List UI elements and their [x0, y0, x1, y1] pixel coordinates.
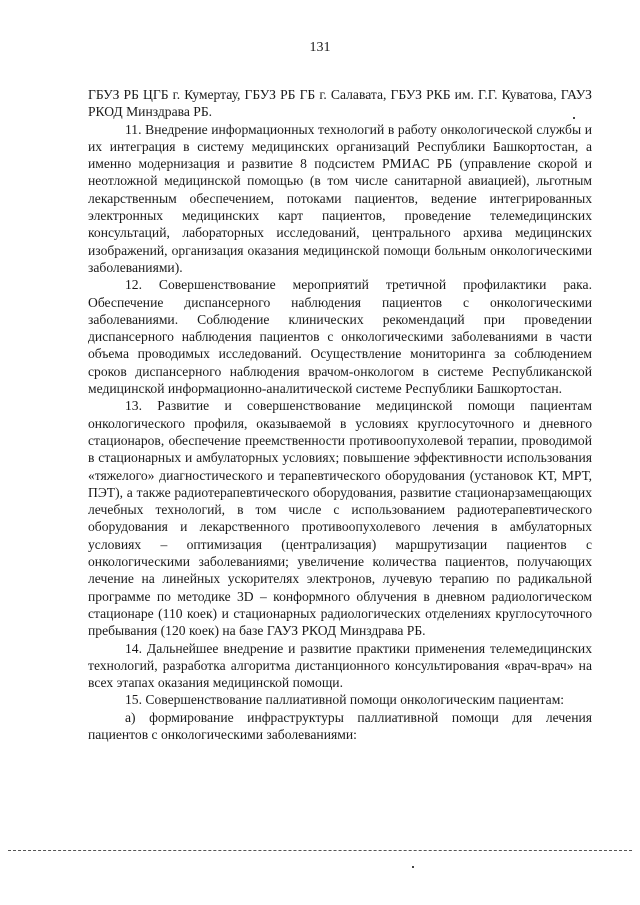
paragraph-item-11: 11. Внедрение информационных технологий в работу онкологической службы и их интеграция в систему медицинских организаций Республики Башкортостан, а именно модернизация и развитие 8 подсистем РМИАС РБ (управление скорой и неотложной медицинской помощью (в том числе санитарной авиацией), льготным лекарственным обеспечением, потоками пациентов, ведение интегрированных электронных медицинских карт пациентов, проведение телемедицинских консультаций, лабораторных исследований, центрального архива медицинских изображений, организация оказания медицинской помощи больным онкологическими заболеваниями).: [88, 121, 592, 275]
paragraph-item-15a: а) формирование инфраструктуры паллиативной помощи для лечения пациентов с онкологическими заболеваниями:: [88, 709, 592, 742]
paragraph-item-12: 12. Совершенствование мероприятий третичной профилактики рака. Обеспечение диспансерного наблюдения пациентов с онкологическими заболеваниями. Соблюдение клинических рекомендаций при проведении диспансерного наблюдения пациентов с онкологическими заболеваниями в части объема проводимых исследований. Осуществление мониторинга за соблюдением сроков диспансерного наблюдения врачом-онкологом в системе Республиканской медицинской информационно-аналитической системе Республики Башкортостан.: [88, 277, 592, 397]
paragraph-continuation: ГБУЗ РБ ЦГБ г. Кумертау, ГБУЗ РБ ГБ г. Салавата, ГБУЗ РКБ им. Г.Г. Куватова, ГАУЗ РКОД Минздрава РБ.: [88, 87, 592, 120]
scan-artifact: [573, 117, 575, 119]
paragraph-item-15: 15. Совершенствование паллиативной помощи онкологическим пациентам:: [125, 692, 565, 708]
footer-divider: [8, 850, 632, 851]
paragraph-item-14: 14. Дальнейшее внедрение и развитие практики применения телемедицинских технологий, разработка алгоритма дистанционного консультирования «врач-врач» на всех этапах оказания медицинской помощи.: [88, 640, 592, 691]
scan-artifact: [412, 866, 414, 868]
page-number: 131: [309, 40, 331, 55]
paragraph-item-13: 13. Развитие и совершенствование медицинской помощи пациентам онкологического профиля, оказываемой в условиях круглосуточного и дневного стационаров, обеспечение преемственности противоопухолевой терапии, проводимой в стационарных и амбулаторных условиях; повышение эффективности использования «тяжелого» диагностического и терапевтического оборудования (установок КТ, МРТ, ПЭТ), а также радиотерапевтического оборудования, развитие стационарзамещающих лечебных технологий, в том числе с использованием радиотерапевтического оборудования и лекарственного противоопухолевого лечения в амбулаторных условиях – оптимизация (централизация) маршрутизации пациентов с онкологическими заболеваниями; увеличение количества пациентов, получающих лечение на линейных ускорителях электронов, лучевую терапию по радикальной программе по методике 3D – конформного облучения в дневном радиологическом стационаре (110 коек) и стационарных радиологических отделениях круглосуточного пребывания (120 коек) на базе ГАУЗ РКОД Минздрава РБ.: [88, 398, 592, 639]
document-body: [88, 86, 592, 743]
